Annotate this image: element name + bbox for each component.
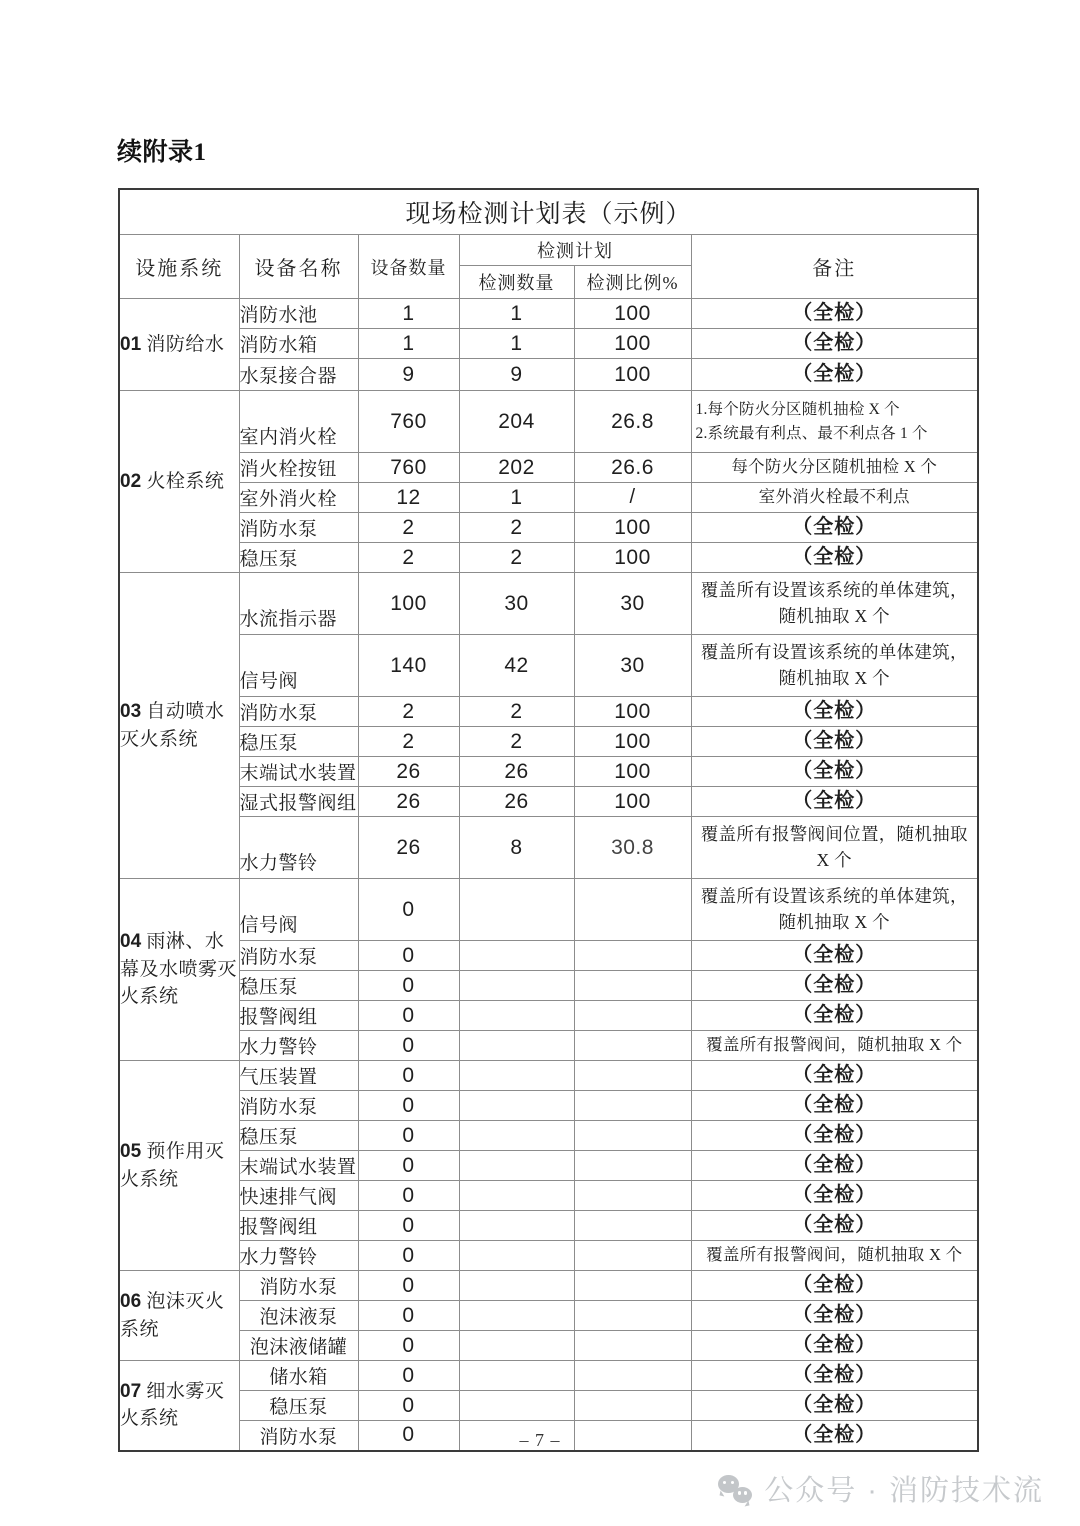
equipment-name: 快速排气阀 bbox=[239, 1181, 358, 1211]
remark-line-2: 随机抽取 X 个 bbox=[778, 911, 890, 932]
wechat-icon bbox=[718, 1475, 752, 1503]
plan-quantity: 42 bbox=[459, 635, 574, 697]
remark-cell: （全检） bbox=[691, 697, 978, 727]
plan-quantity: 26 bbox=[459, 757, 574, 787]
remark-line-2: 随机抽取 X 个 bbox=[778, 667, 890, 688]
plan-ratio bbox=[574, 1271, 691, 1301]
plan-ratio: 30 bbox=[574, 635, 691, 697]
plan-quantity: 2 bbox=[459, 727, 574, 757]
remark-cell: （全检） bbox=[691, 757, 978, 787]
plan-quantity: 9 bbox=[459, 359, 574, 391]
remark-cell: （全检） bbox=[691, 1331, 978, 1361]
plan-quantity bbox=[459, 1301, 574, 1331]
equipment-name: 报警阀组 bbox=[239, 1211, 358, 1241]
table-row bbox=[119, 359, 978, 391]
plan-quantity bbox=[459, 941, 574, 971]
system-cell-06 bbox=[119, 1271, 239, 1361]
remark-line-1: 覆盖所有设置该系统的单体建筑， bbox=[700, 886, 968, 907]
remark-cell: （全检） bbox=[691, 359, 978, 391]
equipment-name: 水力警铃 bbox=[239, 817, 358, 879]
table-header-row-1 bbox=[119, 235, 978, 266]
equipment-name: 泡沫液泵 bbox=[239, 1301, 358, 1331]
plan-ratio: 100 bbox=[574, 697, 691, 727]
plan-quantity: 8 bbox=[459, 817, 574, 879]
equipment-name: 消火栓按钮 bbox=[239, 453, 358, 483]
equipment-name: 消防水泵 bbox=[239, 1271, 358, 1301]
plan-ratio bbox=[574, 1301, 691, 1331]
equipment-name: 信号阀 bbox=[239, 879, 358, 941]
plan-quantity bbox=[459, 1151, 574, 1181]
remark-cell: 室外消火栓最不利点 bbox=[691, 483, 978, 513]
remark-cell: （全检） bbox=[691, 1151, 978, 1181]
remark-cell: （全检） bbox=[691, 1121, 978, 1151]
plan-ratio: 100 bbox=[574, 543, 691, 573]
plan-ratio bbox=[574, 941, 691, 971]
table-body bbox=[119, 189, 978, 1451]
table-row bbox=[119, 1241, 978, 1271]
remark-cell: （全检） bbox=[691, 1181, 978, 1211]
system-name: 自动喷水灭火系统 bbox=[120, 700, 225, 750]
plan-quantity bbox=[459, 1361, 574, 1391]
remark-cell: 覆盖所有报警阀间，随机抽取 X 个 bbox=[691, 1241, 978, 1271]
equipment-quantity: 0 bbox=[358, 1211, 459, 1241]
equipment-quantity: 100 bbox=[358, 573, 459, 635]
plan-ratio: 30 bbox=[574, 573, 691, 635]
equipment-quantity: 0 bbox=[358, 1391, 459, 1421]
plan-quantity bbox=[459, 1091, 574, 1121]
plan-ratio bbox=[574, 1361, 691, 1391]
remark-cell: （全检） bbox=[691, 1091, 978, 1121]
equipment-name: 稳压泵 bbox=[239, 971, 358, 1001]
system-number: 05 bbox=[120, 1140, 147, 1162]
table-row bbox=[119, 1271, 978, 1301]
remark-line-1: 1.每个防火分区随机抽检 X 个 bbox=[695, 401, 900, 419]
plan-quantity: 30 bbox=[459, 573, 574, 635]
system-number: 04 bbox=[120, 931, 147, 953]
plan-quantity: 2 bbox=[459, 697, 574, 727]
plan-quantity bbox=[459, 1241, 574, 1271]
plan-quantity bbox=[459, 1121, 574, 1151]
system-number: 03 bbox=[120, 700, 147, 722]
table-row bbox=[119, 573, 978, 635]
equipment-name: 消防水池 bbox=[239, 299, 358, 329]
equipment-name: 湿式报警阀组 bbox=[239, 787, 358, 817]
plan-ratio: 26.6 bbox=[574, 453, 691, 483]
header-plan-quantity: 检测数量 bbox=[459, 266, 574, 299]
table-row bbox=[119, 787, 978, 817]
plan-quantity bbox=[459, 971, 574, 1001]
remark-cell: （全检） bbox=[691, 1421, 978, 1451]
equipment-quantity: 0 bbox=[358, 1151, 459, 1181]
plan-quantity: 26 bbox=[459, 787, 574, 817]
table-row bbox=[119, 513, 978, 543]
remark-cell: （全检） bbox=[691, 1301, 978, 1331]
plan-quantity bbox=[459, 1031, 574, 1061]
table-row bbox=[119, 329, 978, 359]
remark-cell bbox=[691, 635, 978, 697]
table-row bbox=[119, 543, 978, 573]
remark-cell bbox=[691, 817, 978, 879]
table-row bbox=[119, 879, 978, 941]
remark-line-2: 随机抽取 X 个 bbox=[778, 605, 890, 626]
equipment-quantity: 2 bbox=[358, 543, 459, 573]
table-row bbox=[119, 1301, 978, 1331]
plan-ratio bbox=[574, 1391, 691, 1421]
equipment-quantity: 760 bbox=[358, 391, 459, 453]
equipment-name: 末端试水装置 bbox=[239, 757, 358, 787]
equipment-name: 室外消火栓 bbox=[239, 483, 358, 513]
equipment-quantity: 0 bbox=[358, 1061, 459, 1091]
plan-quantity: 202 bbox=[459, 453, 574, 483]
equipment-quantity: 0 bbox=[358, 941, 459, 971]
watermark-text: 公众号 · 消防技术流 bbox=[764, 1475, 1044, 1507]
equipment-quantity: 2 bbox=[358, 513, 459, 543]
equipment-name: 储水箱 bbox=[239, 1361, 358, 1391]
plan-quantity: 1 bbox=[459, 483, 574, 513]
remark-cell bbox=[691, 879, 978, 941]
equipment-name: 末端试水装置 bbox=[239, 1151, 358, 1181]
equipment-name: 水力警铃 bbox=[239, 1031, 358, 1061]
equipment-name: 消防水泵 bbox=[239, 697, 358, 727]
plan-quantity bbox=[459, 1271, 574, 1301]
equipment-quantity: 2 bbox=[358, 697, 459, 727]
remark-cell: （全检） bbox=[691, 1061, 978, 1091]
plan-quantity bbox=[459, 1001, 574, 1031]
header-equipment: 设备名称 bbox=[239, 235, 358, 299]
plan-ratio bbox=[574, 1121, 691, 1151]
system-number: 01 bbox=[120, 333, 147, 355]
equipment-quantity: 0 bbox=[358, 1031, 459, 1061]
table-row bbox=[119, 391, 978, 453]
equipment-name: 稳压泵 bbox=[239, 727, 358, 757]
plan-ratio: 30.8 bbox=[574, 817, 691, 879]
table-row bbox=[119, 1331, 978, 1361]
remark-line-2: X 个 bbox=[816, 849, 852, 870]
equipment-quantity: 1 bbox=[358, 299, 459, 329]
equipment-quantity: 0 bbox=[358, 1421, 459, 1451]
equipment-quantity: 140 bbox=[358, 635, 459, 697]
remark-line-2: 2.系统最有利点、最不利点各 1 个 bbox=[695, 424, 928, 442]
remark-cell: （全检） bbox=[691, 329, 978, 359]
equipment-name: 信号阀 bbox=[239, 635, 358, 697]
system-number: 06 bbox=[120, 1290, 147, 1312]
plan-ratio: 100 bbox=[574, 359, 691, 391]
equipment-quantity: 12 bbox=[358, 483, 459, 513]
equipment-quantity: 0 bbox=[358, 1091, 459, 1121]
equipment-quantity: 0 bbox=[358, 1301, 459, 1331]
header-plan-ratio: 检测比例% bbox=[574, 266, 691, 299]
table-row bbox=[119, 1031, 978, 1061]
equipment-quantity: 0 bbox=[358, 971, 459, 1001]
equipment-quantity: 0 bbox=[358, 1271, 459, 1301]
system-name: 预作用灭火系统 bbox=[120, 1140, 225, 1190]
plan-quantity: 2 bbox=[459, 543, 574, 573]
table-row bbox=[119, 971, 978, 1001]
equipment-quantity: 26 bbox=[358, 817, 459, 879]
table-row bbox=[119, 1091, 978, 1121]
plan-quantity: 2 bbox=[459, 513, 574, 543]
plan-ratio: 100 bbox=[574, 329, 691, 359]
table-row bbox=[119, 635, 978, 697]
plan-quantity bbox=[459, 1391, 574, 1421]
plan-quantity bbox=[459, 1061, 574, 1091]
table-title: 现场检测计划表（示例） bbox=[119, 189, 978, 235]
equipment-name: 稳压泵 bbox=[239, 543, 358, 573]
remark-cell: 覆盖所有报警阀间，随机抽取 X 个 bbox=[691, 1031, 978, 1061]
remark-cell bbox=[691, 391, 978, 453]
equipment-name: 报警阀组 bbox=[239, 1001, 358, 1031]
equipment-quantity: 0 bbox=[358, 1361, 459, 1391]
remark-line-1: 覆盖所有报警阀间位置，随机抽取 bbox=[700, 824, 968, 845]
remark-cell: （全检） bbox=[691, 941, 978, 971]
system-cell-03 bbox=[119, 573, 239, 879]
remark-cell: （全检） bbox=[691, 1211, 978, 1241]
table-row bbox=[119, 1211, 978, 1241]
page-title: 续附录1 bbox=[117, 139, 207, 166]
equipment-quantity: 26 bbox=[358, 787, 459, 817]
table-row bbox=[119, 453, 978, 483]
table-row bbox=[119, 1001, 978, 1031]
table-row bbox=[119, 1361, 978, 1391]
plan-quantity: 204 bbox=[459, 391, 574, 453]
plan-ratio: 100 bbox=[574, 787, 691, 817]
header-system: 设施系统 bbox=[119, 235, 239, 299]
plan-ratio: / bbox=[574, 483, 691, 513]
page-number: – 7 – bbox=[519, 1430, 561, 1450]
equipment-quantity: 9 bbox=[358, 359, 459, 391]
plan-ratio bbox=[574, 1211, 691, 1241]
header-remark: 备注 bbox=[691, 235, 978, 299]
equipment-name: 泡沫液储罐 bbox=[239, 1331, 358, 1361]
equipment-name: 消防水泵 bbox=[239, 941, 358, 971]
plan-quantity bbox=[459, 879, 574, 941]
equipment-name: 室内消火栓 bbox=[239, 391, 358, 453]
equipment-quantity: 1 bbox=[358, 329, 459, 359]
plan-ratio bbox=[574, 1331, 691, 1361]
plan-ratio bbox=[574, 971, 691, 1001]
system-name: 火栓系统 bbox=[146, 470, 225, 492]
remark-cell: （全检） bbox=[691, 513, 978, 543]
plan-ratio bbox=[574, 1031, 691, 1061]
remark-cell: （全检） bbox=[691, 1001, 978, 1031]
inspection-plan-table bbox=[118, 188, 979, 1452]
plan-ratio: 100 bbox=[574, 757, 691, 787]
plan-ratio: 100 bbox=[574, 727, 691, 757]
table-row bbox=[119, 1151, 978, 1181]
equipment-name: 稳压泵 bbox=[239, 1121, 358, 1151]
remark-cell: （全检） bbox=[691, 971, 978, 1001]
system-cell-01 bbox=[119, 299, 239, 391]
table-row bbox=[119, 483, 978, 513]
plan-ratio bbox=[574, 1001, 691, 1031]
remark-cell bbox=[691, 573, 978, 635]
equipment-name: 稳压泵 bbox=[239, 1391, 358, 1421]
remark-cell: （全检） bbox=[691, 1391, 978, 1421]
remark-cell: （全检） bbox=[691, 543, 978, 573]
remark-line-1: 覆盖所有设置该系统的单体建筑， bbox=[700, 642, 968, 663]
system-cell-04 bbox=[119, 879, 239, 1061]
table-title-row bbox=[119, 189, 978, 235]
remark-cell: 每个防火分区随机抽检 X 个 bbox=[691, 453, 978, 483]
plan-ratio: 100 bbox=[574, 299, 691, 329]
remark-line-1: 覆盖所有设置该系统的单体建筑， bbox=[700, 580, 968, 601]
equipment-quantity: 0 bbox=[358, 1181, 459, 1211]
equipment-name: 水泵接合器 bbox=[239, 359, 358, 391]
equipment-name: 水流指示器 bbox=[239, 573, 358, 635]
equipment-quantity: 0 bbox=[358, 1121, 459, 1151]
equipment-quantity: 760 bbox=[358, 453, 459, 483]
equipment-quantity: 2 bbox=[358, 727, 459, 757]
plan-quantity bbox=[459, 1181, 574, 1211]
system-name: 消防给水 bbox=[146, 333, 225, 355]
equipment-quantity: 0 bbox=[358, 1331, 459, 1361]
equipment-name: 消防水箱 bbox=[239, 329, 358, 359]
remark-cell: （全检） bbox=[691, 787, 978, 817]
header-plan-group: 检测计划 bbox=[459, 235, 691, 266]
plan-ratio bbox=[574, 1181, 691, 1211]
equipment-name: 消防水泵 bbox=[239, 1091, 358, 1121]
watermark bbox=[718, 1468, 1044, 1509]
plan-ratio: 26.8 bbox=[574, 391, 691, 453]
plan-ratio bbox=[574, 1061, 691, 1091]
system-name: 细水雾灭火系统 bbox=[120, 1380, 225, 1430]
system-name: 雨淋、水幕及水喷雾灭火系统 bbox=[120, 931, 238, 1008]
remark-cell: （全检） bbox=[691, 1271, 978, 1301]
remark-cell: （全检） bbox=[691, 1361, 978, 1391]
plan-quantity bbox=[459, 1211, 574, 1241]
plan-ratio bbox=[574, 879, 691, 941]
plan-ratio bbox=[574, 1151, 691, 1181]
system-number: 07 bbox=[120, 1380, 147, 1402]
equipment-name: 消防水泵 bbox=[239, 513, 358, 543]
equipment-quantity: 26 bbox=[358, 757, 459, 787]
system-number: 02 bbox=[120, 470, 147, 492]
table-row bbox=[119, 941, 978, 971]
table-row bbox=[119, 299, 978, 329]
system-cell-02 bbox=[119, 391, 239, 573]
equipment-quantity: 0 bbox=[358, 879, 459, 941]
table-row bbox=[119, 1121, 978, 1151]
inspection-plan-table-container bbox=[118, 188, 977, 1452]
equipment-quantity: 0 bbox=[358, 1001, 459, 1031]
remark-cell: （全检） bbox=[691, 727, 978, 757]
system-name: 泡沫灭火系统 bbox=[120, 1290, 225, 1340]
table-row bbox=[119, 1391, 978, 1421]
plan-quantity: 1 bbox=[459, 329, 574, 359]
table-row bbox=[119, 697, 978, 727]
table-row bbox=[119, 1181, 978, 1211]
system-cell-05 bbox=[119, 1061, 239, 1271]
equipment-name: 水力警铃 bbox=[239, 1241, 358, 1271]
plan-quantity bbox=[459, 1331, 574, 1361]
plan-ratio bbox=[574, 1241, 691, 1271]
plan-quantity: 1 bbox=[459, 299, 574, 329]
equipment-name: 气压装置 bbox=[239, 1061, 358, 1091]
plan-ratio: 100 bbox=[574, 513, 691, 543]
equipment-name: 消防水泵 bbox=[239, 1421, 358, 1451]
table-row bbox=[119, 727, 978, 757]
table-row bbox=[119, 1061, 978, 1091]
plan-ratio bbox=[574, 1091, 691, 1121]
table-row bbox=[119, 757, 978, 787]
table-row bbox=[119, 817, 978, 879]
remark-cell: （全检） bbox=[691, 299, 978, 329]
header-quantity: 设备数量 bbox=[358, 235, 459, 299]
equipment-quantity: 0 bbox=[358, 1241, 459, 1271]
